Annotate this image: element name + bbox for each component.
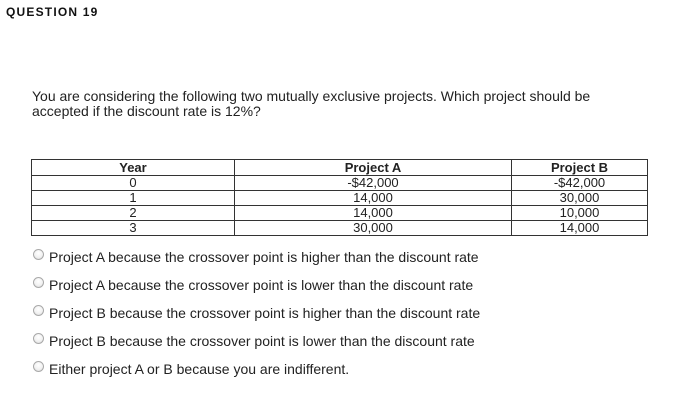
radio-button[interactable] (33, 361, 44, 372)
cell-project-a: 14,000 (235, 206, 512, 221)
cell-project-a: 14,000 (235, 191, 512, 206)
header-project-a: Project A (235, 160, 512, 176)
cell-project-b: -$42,000 (512, 176, 648, 191)
question-number: QUESTION 19 (6, 5, 99, 19)
radio-button[interactable] (33, 305, 44, 316)
table-header-row (32, 160, 648, 176)
answer-option-label[interactable]: Project B because the crossover point is lower than the discount rate (49, 333, 475, 349)
cell-project-b: 30,000 (512, 191, 648, 206)
answer-option-label[interactable]: Either project A or B because you are indifferent. (49, 361, 350, 377)
cell-project-b: 14,000 (512, 221, 648, 236)
cell-year: 2 (32, 206, 235, 221)
answer-option-label[interactable]: Project A because the crossover point is lower than the discount rate (49, 277, 474, 293)
answer-option-label[interactable]: Project B because the crossover point is higher than the discount rate (49, 305, 481, 321)
answer-option-label[interactable]: Project A because the crossover point is higher than the discount rate (49, 249, 479, 265)
header-project-b: Project B (512, 160, 648, 176)
cell-project-a: -$42,000 (235, 176, 512, 191)
cell-year: 0 (32, 176, 235, 191)
header-year: Year (32, 160, 235, 176)
table-row (32, 191, 648, 206)
table-row (32, 206, 648, 221)
radio-button[interactable] (33, 277, 44, 288)
cash-flow-table (31, 159, 648, 236)
table-row (32, 176, 648, 191)
radio-button[interactable] (33, 333, 44, 344)
cell-year: 1 (32, 191, 235, 206)
question-text: You are considering the following two mutually exclusive projects. Which project should be accepted if the discount rate is 12%? (32, 88, 591, 119)
cell-year: 3 (32, 221, 235, 236)
cell-project-b: 10,000 (512, 206, 648, 221)
radio-button[interactable] (33, 249, 44, 260)
table-row (32, 221, 648, 236)
cell-project-a: 30,000 (235, 221, 512, 236)
